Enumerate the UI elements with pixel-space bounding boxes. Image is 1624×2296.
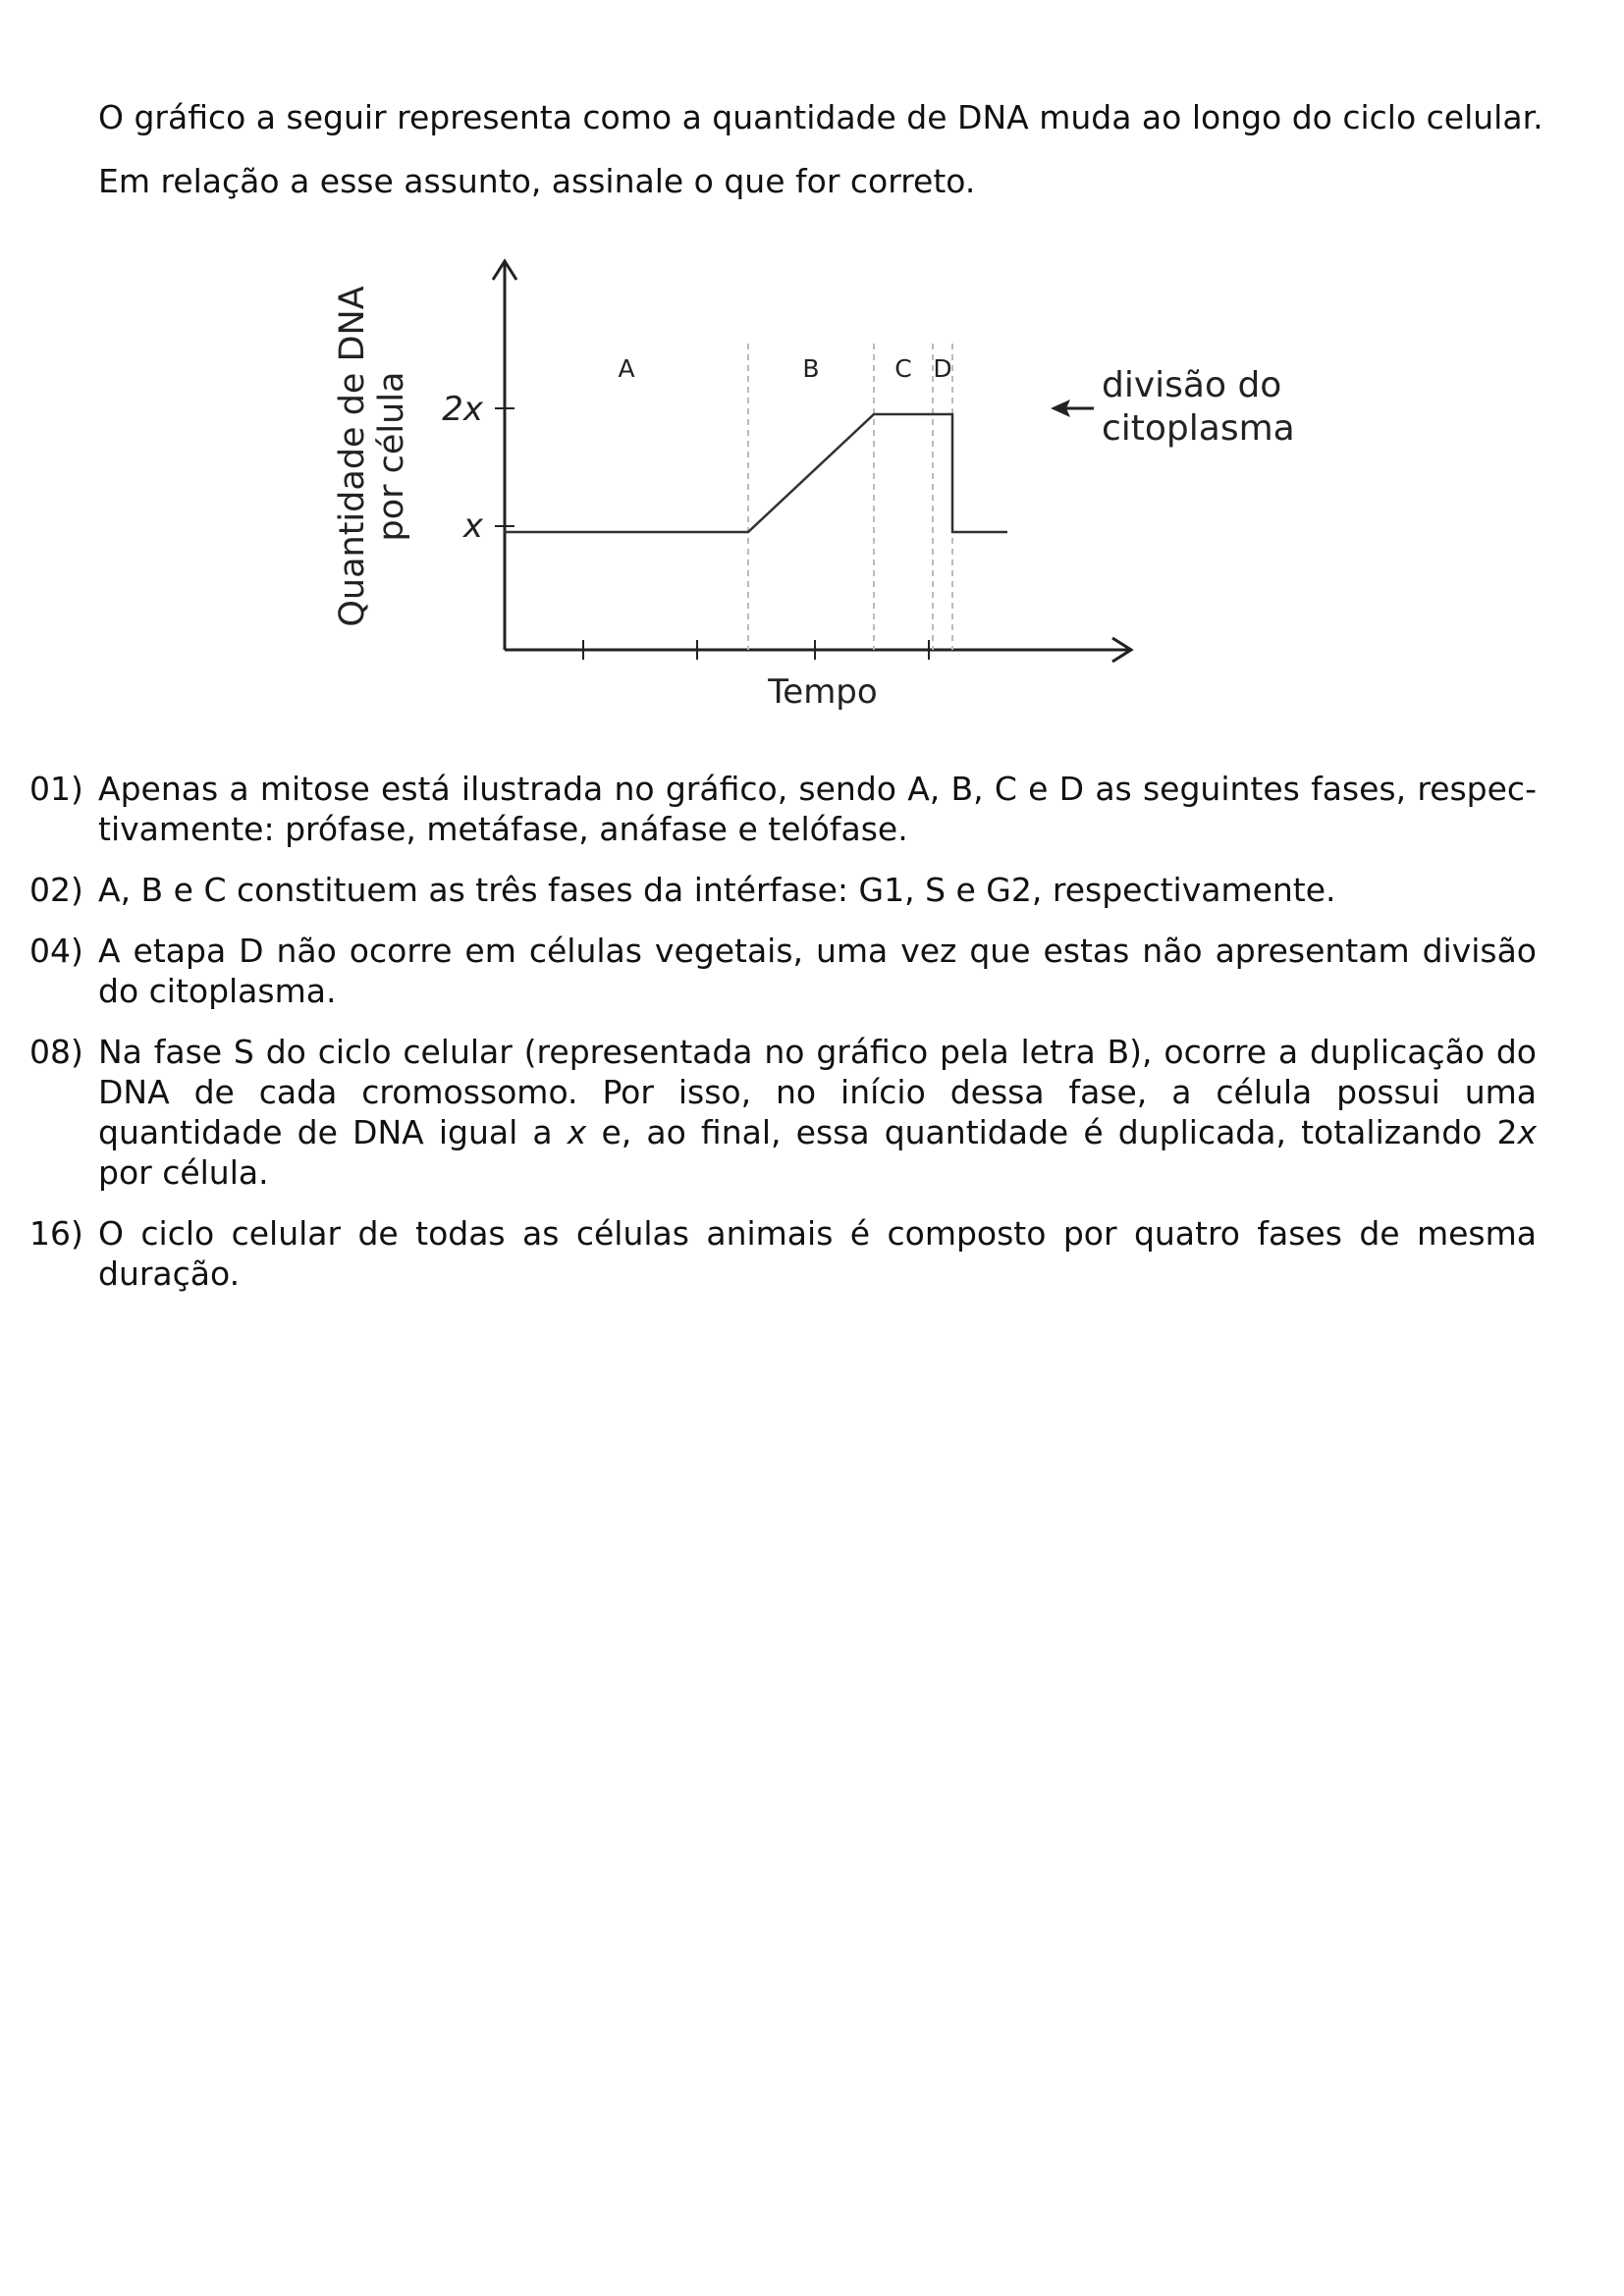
phase-label-b: B: [802, 354, 820, 383]
dna-cell-cycle-chart: [324, 245, 1326, 726]
y-tick-label-2x: 2x: [442, 390, 483, 429]
annotation-divisao-citoplasma: [1051, 365, 1295, 449]
option-text: Apenas a mitose está ilustrada no gráfico, sendo A, B, C e D as seguintes fases, respec-tivamente: prófase, metáfase, anáfase e telófase.: [98, 770, 1537, 848]
intro-line-2: Em relação a esse assunto, assinale o que for correto.: [98, 162, 976, 200]
phase-labels: [618, 354, 951, 383]
option-number: 01): [29, 770, 83, 808]
option-04: [29, 931, 1537, 1011]
option-08: [29, 1032, 1537, 1193]
option-text: O ciclo celular de todas as células animais é composto por quatro fases de mesma duração.: [98, 1214, 1537, 1293]
option-02: [29, 870, 1537, 910]
variable-x: x: [1517, 1113, 1537, 1151]
annotation-text-line1: divisão do: [1102, 365, 1282, 405]
phase-label-a: A: [618, 354, 635, 383]
x-axis-label: Tempo: [768, 672, 878, 712]
annotation-text-line2: citoplasma: [1102, 408, 1295, 449]
phase-boundaries: [748, 344, 952, 650]
chart-axes: [493, 261, 1131, 662]
y-axis-label-line2: por célula: [372, 371, 411, 542]
option-text-part-c: por célula.: [98, 1153, 269, 1192]
variable-x: x: [567, 1113, 587, 1151]
option-number: 08): [29, 1033, 83, 1071]
y-axis-label-line1: Quantidade de DNA: [333, 286, 372, 627]
option-text-part-a: Na fase S do ciclo celular (representada no gráfico pela letra B), ocorre a duplicação do DNA de cada cromossomo. Por isso, no início dessa fase, a célula possui uma quantidade de DNA igual a: [98, 1033, 1537, 1151]
option-01: [29, 769, 1537, 849]
option-number: 04): [29, 932, 83, 970]
option-text: A etapa D não ocorre em células vegetais, uma vez que estas não apresentam divisão do citoplasma.: [98, 932, 1537, 1010]
phase-label-c: C: [894, 354, 912, 383]
option-text-part-b: e, ao final, essa quantidade é duplicada, totalizando 2: [586, 1113, 1518, 1151]
option-16: [29, 1213, 1537, 1294]
option-text: A, B e C constituem as três fases da intérfase: G1, S e G2, respectivamente.: [98, 871, 1336, 909]
intro-line-1: O gráfico a seguir representa como a quantidade de DNA muda ao longo do ciclo celular.: [98, 98, 1543, 136]
option-number: 16): [29, 1214, 83, 1253]
y-tick-label-x: x: [462, 507, 483, 546]
phase-label-d: D: [933, 354, 952, 383]
answer-options: [29, 769, 1537, 1314]
option-text: [98, 1032, 1537, 1193]
option-number: 02): [29, 871, 83, 909]
